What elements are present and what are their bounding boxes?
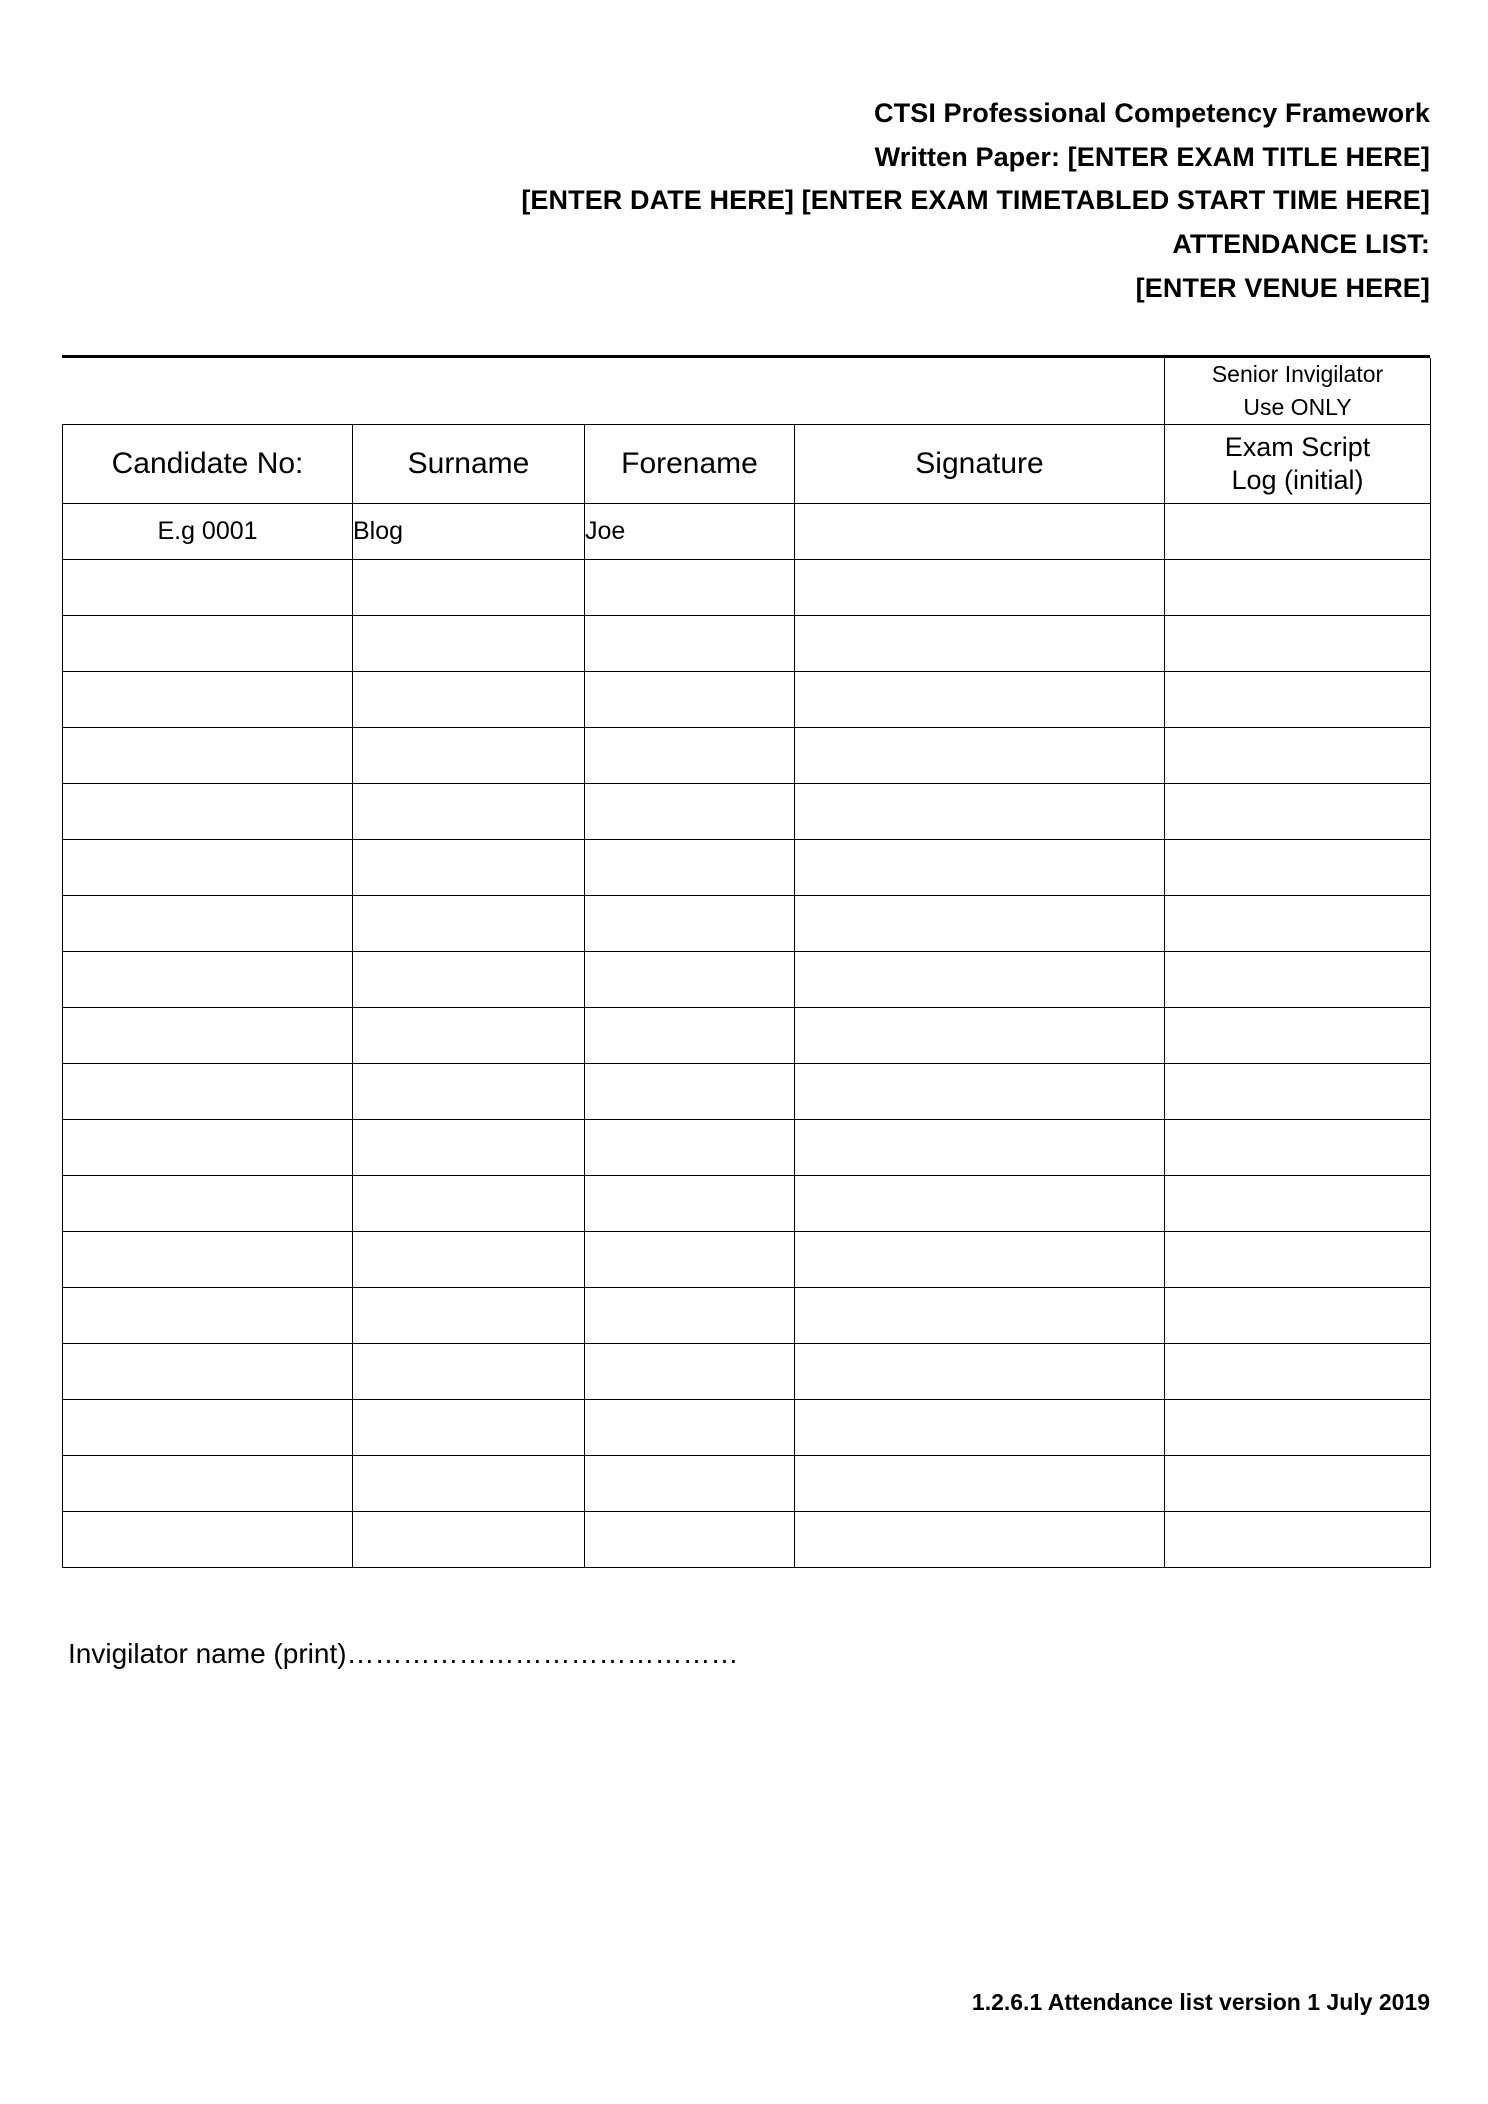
cell-surname[interactable] <box>353 1512 585 1568</box>
table-row[interactable] <box>63 1512 1431 1568</box>
cell-exam-script-log[interactable] <box>1165 1288 1431 1344</box>
cell-forename[interactable] <box>585 1456 795 1512</box>
senior-invigilator-note-row <box>63 358 1431 425</box>
cell-signature[interactable] <box>795 728 1165 784</box>
cell-forename[interactable] <box>585 1064 795 1120</box>
column-header-surname: Surname <box>353 425 585 504</box>
cell-candidate-no[interactable] <box>63 616 353 672</box>
cell-exam-script-log[interactable] <box>1165 1176 1431 1232</box>
table-row[interactable] <box>63 1344 1431 1400</box>
table-row[interactable] <box>63 504 1431 560</box>
cell-forename[interactable] <box>585 560 795 616</box>
log-head-line1: Exam Script <box>1224 431 1371 462</box>
cell-candidate-no[interactable] <box>63 784 353 840</box>
column-header-exam-script-log <box>1165 425 1431 504</box>
cell-surname[interactable] <box>353 1176 585 1232</box>
table-row[interactable] <box>63 560 1431 616</box>
cell-surname[interactable] <box>353 1008 585 1064</box>
cell-surname[interactable] <box>353 728 585 784</box>
cell-forename[interactable] <box>585 1400 795 1456</box>
table-row[interactable] <box>63 1232 1431 1288</box>
cell-signature[interactable] <box>795 1120 1165 1176</box>
cell-candidate-no[interactable] <box>63 840 353 896</box>
cell-exam-script-log[interactable] <box>1165 560 1431 616</box>
cell-exam-script-log[interactable] <box>1165 616 1431 672</box>
spacer-cell <box>353 358 585 425</box>
cell-candidate-no[interactable] <box>63 1400 353 1456</box>
cell-candidate-no[interactable] <box>63 672 353 728</box>
cell-forename[interactable] <box>585 1120 795 1176</box>
cell-candidate-no[interactable] <box>63 1232 353 1288</box>
cell-surname[interactable] <box>353 616 585 672</box>
header-line-4: ATTENDANCE LIST: <box>1172 229 1430 260</box>
cell-surname[interactable] <box>353 672 585 728</box>
cell-candidate-no[interactable] <box>63 1512 353 1568</box>
attendance-table <box>62 358 1431 1569</box>
cell-forename[interactable] <box>585 1288 795 1344</box>
cell-exam-script-log[interactable] <box>1165 1008 1431 1064</box>
table-row[interactable] <box>63 1288 1431 1344</box>
header-line-1: CTSI Professional Competency Framework <box>874 98 1430 128</box>
cell-exam-script-log[interactable] <box>1165 896 1431 952</box>
spacer-cell <box>63 358 353 425</box>
cell-forename[interactable] <box>585 952 795 1008</box>
cell-exam-script-log[interactable] <box>1165 952 1431 1008</box>
cell-exam-script-log[interactable] <box>1165 1344 1431 1400</box>
table-row[interactable] <box>63 896 1431 952</box>
cell-exam-script-log[interactable] <box>1165 1120 1431 1176</box>
cell-forename[interactable] <box>585 1512 795 1568</box>
cell-surname[interactable] <box>353 1456 585 1512</box>
cell-candidate-no[interactable] <box>63 560 353 616</box>
cell-candidate-no[interactable] <box>63 1288 353 1344</box>
cell-exam-script-log[interactable] <box>1165 1400 1431 1456</box>
cell-exam-script-log[interactable] <box>1165 784 1431 840</box>
cell-surname[interactable] <box>353 784 585 840</box>
cell-signature[interactable] <box>795 1456 1165 1512</box>
cell-signature[interactable] <box>795 1344 1165 1400</box>
invigilator-name-line: Invigilator name (print)…………………………………… <box>68 1638 739 1670</box>
cell-signature[interactable] <box>795 504 1165 560</box>
attendance-table-container <box>0 355 1488 1569</box>
cell-surname[interactable] <box>353 1232 585 1288</box>
table-row[interactable] <box>63 784 1431 840</box>
cell-surname[interactable] <box>353 1064 585 1120</box>
cell-candidate-no[interactable] <box>63 1456 353 1512</box>
cell-candidate-no[interactable] <box>63 952 353 1008</box>
column-header-forename: Forename <box>585 425 795 504</box>
cell-forename[interactable] <box>585 672 795 728</box>
cell-forename[interactable] <box>585 1344 795 1400</box>
cell-candidate-no[interactable] <box>63 1008 353 1064</box>
cell-exam-script-log[interactable] <box>1165 1456 1431 1512</box>
cell-candidate-no[interactable] <box>63 1120 353 1176</box>
cell-signature[interactable] <box>795 672 1165 728</box>
table-row[interactable] <box>63 672 1431 728</box>
cell-surname[interactable]: Blog <box>353 504 585 560</box>
cell-signature[interactable] <box>795 1008 1165 1064</box>
table-row[interactable] <box>63 1400 1431 1456</box>
header-line-5: [ENTER VENUE HERE] <box>1135 272 1430 303</box>
cell-exam-script-log[interactable] <box>1165 728 1431 784</box>
document-version-footer: 1.2.6.1 Attendance list version 1 July 2019 <box>971 1989 1430 2015</box>
cell-forename[interactable] <box>585 1232 795 1288</box>
cell-candidate-no[interactable]: E.g 0001 <box>63 504 353 560</box>
cell-exam-script-log[interactable] <box>1165 672 1431 728</box>
cell-forename[interactable] <box>585 1008 795 1064</box>
cell-forename[interactable] <box>585 616 795 672</box>
table-row[interactable] <box>63 1176 1431 1232</box>
cell-signature[interactable] <box>795 1232 1165 1288</box>
spacer-cell <box>585 358 795 425</box>
table-row[interactable] <box>63 1120 1431 1176</box>
header-line-2: Written Paper: [ENTER EXAM TITLE HERE] <box>874 141 1430 172</box>
senior-invigilator-note <box>1165 358 1431 425</box>
cell-signature[interactable] <box>795 952 1165 1008</box>
log-head-line2: Log (initial) <box>1231 465 1364 496</box>
header-line-3: [ENTER DATE HERE] [ENTER EXAM TIMETABLED START TIME HERE] <box>521 185 1430 216</box>
cell-forename[interactable] <box>585 784 795 840</box>
cell-exam-script-log[interactable] <box>1165 504 1431 560</box>
column-header-candidate-no: Candidate No: <box>63 425 353 504</box>
table-row[interactable] <box>63 840 1431 896</box>
senior-note-line2: Use ONLY <box>1243 394 1352 421</box>
cell-exam-script-log[interactable] <box>1165 1512 1431 1568</box>
cell-exam-script-log[interactable] <box>1165 1064 1431 1120</box>
column-header-signature: Signature <box>795 425 1165 504</box>
document-header <box>0 0 1488 311</box>
table-row[interactable] <box>63 1456 1431 1512</box>
cell-surname[interactable] <box>353 560 585 616</box>
cell-signature[interactable] <box>795 1288 1165 1344</box>
cell-signature[interactable] <box>795 784 1165 840</box>
table-row[interactable] <box>63 616 1431 672</box>
cell-candidate-no[interactable] <box>63 896 353 952</box>
spacer-cell <box>795 358 1165 425</box>
cell-surname[interactable] <box>353 896 585 952</box>
cell-signature[interactable] <box>795 840 1165 896</box>
cell-forename[interactable] <box>585 840 795 896</box>
cell-forename[interactable] <box>585 1176 795 1232</box>
cell-surname[interactable] <box>353 1288 585 1344</box>
table-header-row <box>63 425 1431 504</box>
table-row[interactable] <box>63 1008 1431 1064</box>
cell-signature[interactable] <box>795 896 1165 952</box>
senior-note-line1: Senior Invigilator <box>1211 360 1384 387</box>
cell-candidate-no[interactable] <box>63 1064 353 1120</box>
table-row[interactable] <box>63 952 1431 1008</box>
cell-candidate-no[interactable] <box>63 728 353 784</box>
cell-signature[interactable] <box>795 1400 1165 1456</box>
cell-signature[interactable] <box>795 616 1165 672</box>
cell-signature[interactable] <box>795 560 1165 616</box>
cell-surname[interactable] <box>353 1120 585 1176</box>
cell-exam-script-log[interactable] <box>1165 840 1431 896</box>
cell-forename[interactable]: Joe <box>585 504 795 560</box>
cell-forename[interactable] <box>585 728 795 784</box>
cell-signature[interactable] <box>795 1064 1165 1120</box>
cell-forename[interactable] <box>585 896 795 952</box>
cell-signature[interactable] <box>795 1176 1165 1232</box>
table-row[interactable] <box>63 1064 1431 1120</box>
cell-candidate-no[interactable] <box>63 1176 353 1232</box>
table-row[interactable] <box>63 728 1431 784</box>
cell-exam-script-log[interactable] <box>1165 1232 1431 1288</box>
cell-surname[interactable] <box>353 1400 585 1456</box>
cell-surname[interactable] <box>353 840 585 896</box>
cell-surname[interactable] <box>353 1344 585 1400</box>
cell-candidate-no[interactable] <box>63 1344 353 1400</box>
cell-surname[interactable] <box>353 952 585 1008</box>
cell-signature[interactable] <box>795 1512 1165 1568</box>
